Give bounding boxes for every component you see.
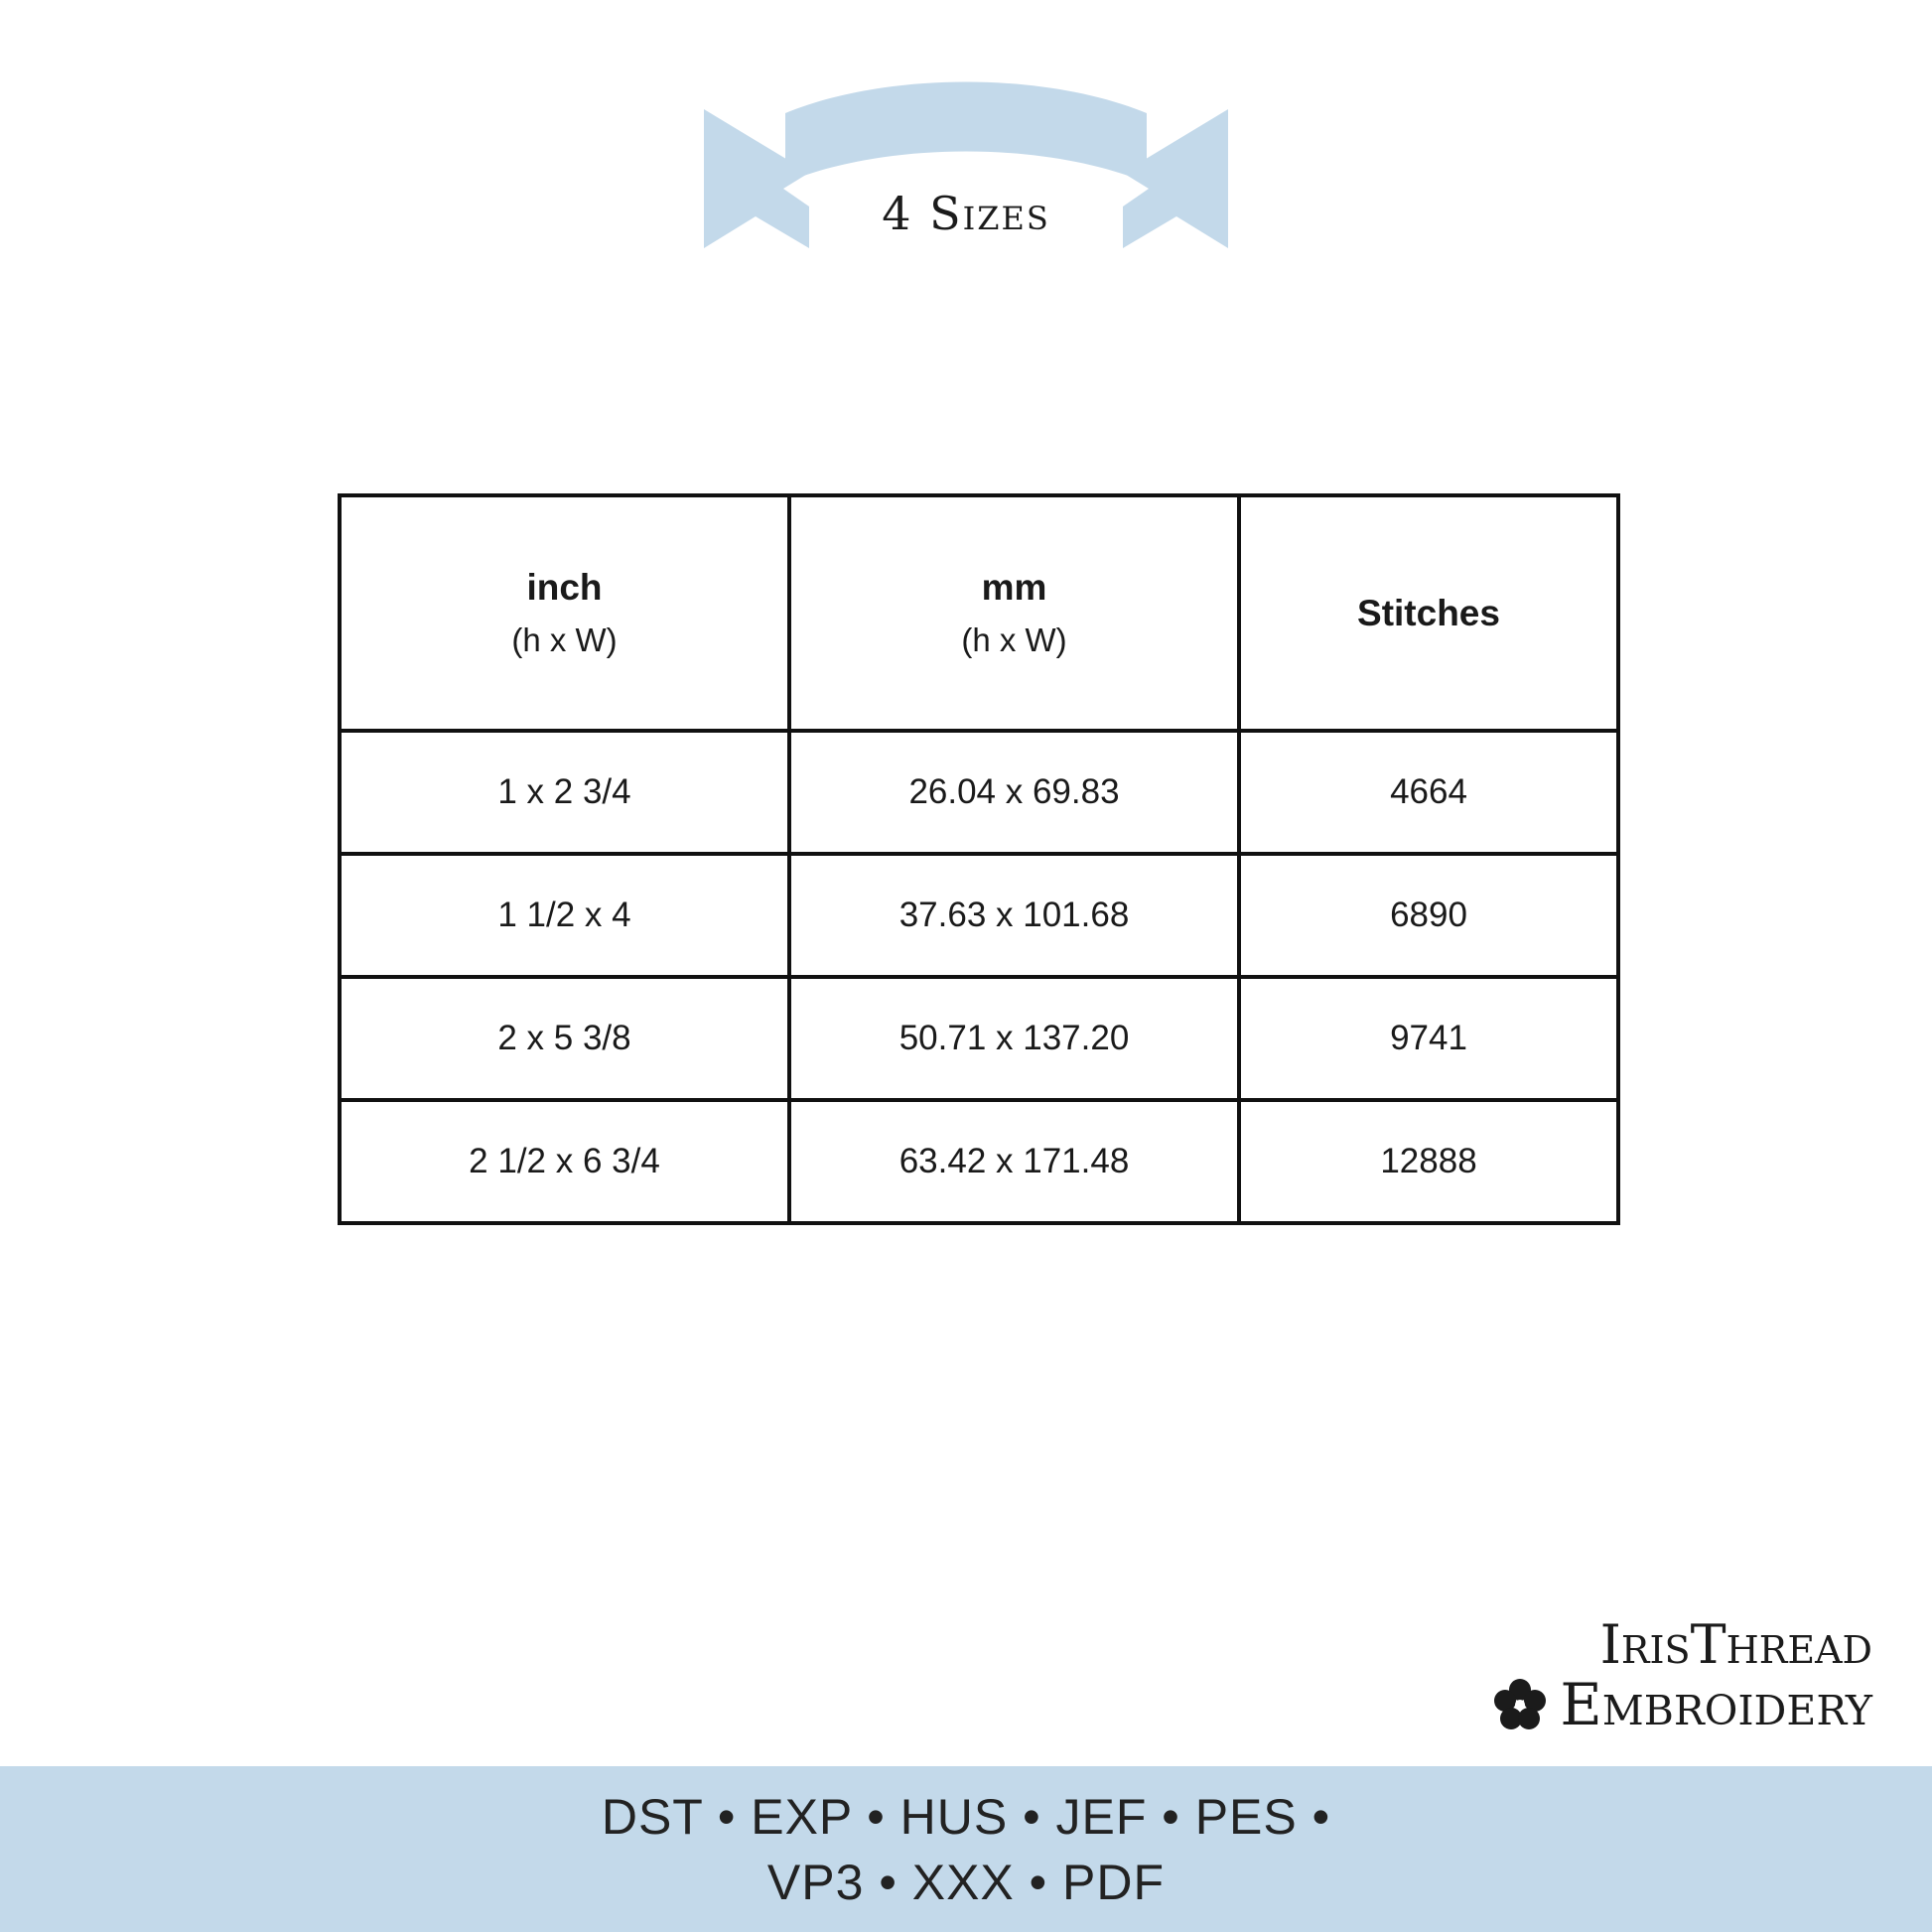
table-row (340, 977, 1618, 1100)
header-stitches-main: Stitches (1357, 592, 1500, 633)
header-mm-main: mm (981, 567, 1047, 609)
flower-icon (1492, 1677, 1548, 1732)
header-inch-main: inch (526, 567, 603, 609)
cell-stitches: 9741 (1239, 977, 1618, 1100)
cell-stitches: 12888 (1239, 1100, 1618, 1223)
formats-footer (0, 1766, 1932, 1932)
header-stitches (1239, 495, 1618, 731)
cell-inch: 1 1/2 x 4 (340, 854, 789, 977)
header-inch (340, 495, 789, 731)
cell-mm: 26.04 x 69.83 (789, 731, 1239, 854)
banner-title: 4 Sizes (882, 187, 1050, 240)
formats-line-1: DST • EXP • HUS • JEF • PES • (601, 1788, 1331, 1845)
cell-mm: 37.63 x 101.68 (789, 854, 1239, 977)
banner (0, 77, 1932, 306)
table-row (340, 731, 1618, 854)
formats-line-2: VP3 • XXX • PDF (766, 1854, 1166, 1910)
brand-name-line2: Embroidery (1560, 1671, 1872, 1738)
brand-line2-row (1376, 1671, 1872, 1738)
header-inch-sub: (h x W) (511, 621, 618, 659)
cell-mm: 50.71 x 137.20 (789, 977, 1239, 1100)
banner-ribbon-icon (698, 77, 1234, 276)
table-row (340, 1100, 1618, 1223)
cell-inch: 2 1/2 x 6 3/4 (340, 1100, 789, 1223)
header-mm-sub: (h x W) (961, 621, 1067, 659)
cell-inch: 2 x 5 3/8 (340, 977, 789, 1100)
header-mm (789, 495, 1239, 731)
table-row (340, 854, 1618, 977)
cell-mm: 63.42 x 171.48 (789, 1100, 1239, 1223)
cell-inch: 1 x 2 3/4 (340, 731, 789, 854)
table-header-row (340, 495, 1618, 731)
cell-stitches: 4664 (1239, 731, 1618, 854)
brand-name-line1: IrisThread (1599, 1613, 1872, 1676)
cell-stitches: 6890 (1239, 854, 1618, 977)
brand-logo (1376, 1613, 1872, 1738)
size-table (338, 493, 1620, 1225)
